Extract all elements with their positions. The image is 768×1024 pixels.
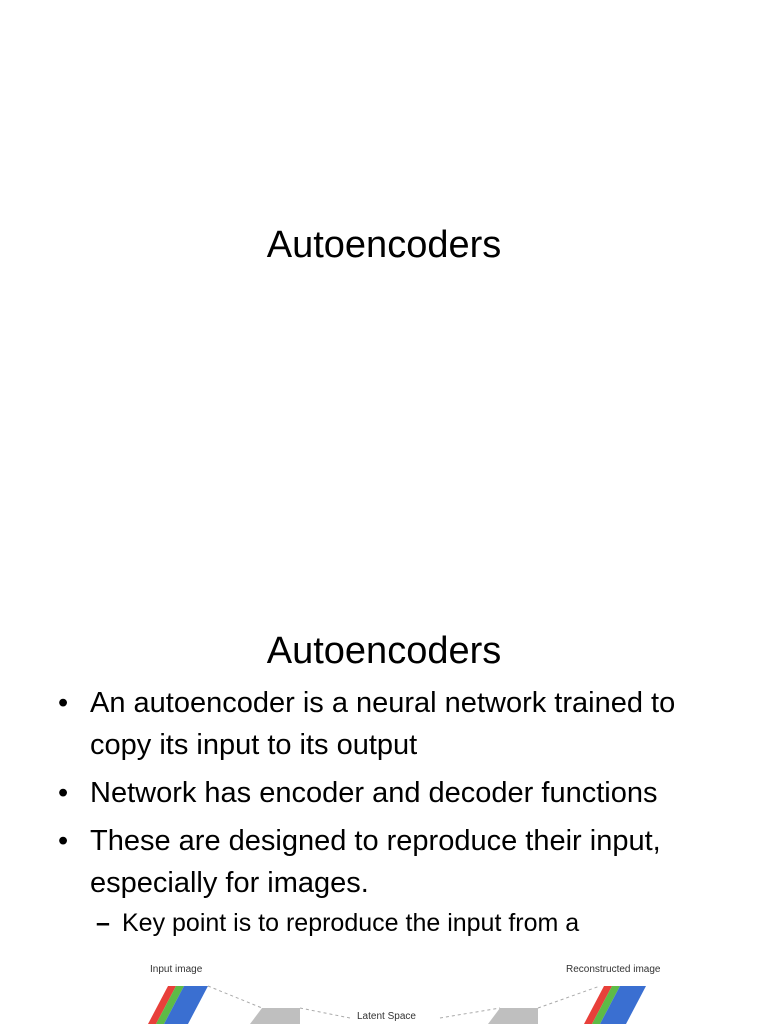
bullet-item [58, 682, 738, 766]
bullet-item [58, 820, 738, 904]
autoencoder-figure [0, 956, 768, 1024]
bullet-item [58, 772, 738, 814]
sub-bullet-text: Key point is to reproduce the input from a [122, 909, 580, 937]
bullet-text: These are designed to reproduce their input, especially for images. [90, 825, 661, 899]
bullet-text: An autoencoder is a neural network trained to copy its input to its output [90, 687, 676, 761]
bullet-icon: • [58, 777, 69, 809]
reconstructed-image-label: Reconstructed image [566, 964, 661, 975]
latent-space-label: Latent Space [357, 1011, 416, 1022]
bullet-list [58, 682, 738, 910]
bullet-icon: • [58, 687, 69, 719]
dashed-connector [208, 986, 262, 1008]
dashed-connector [440, 1008, 500, 1018]
decoder-block [488, 1008, 538, 1024]
bullet-text: Network has encoder and decoder functions [90, 777, 658, 809]
dashed-connector [300, 1008, 350, 1018]
content-slide [0, 576, 768, 1024]
slide-title: Autoencoders [266, 630, 502, 672]
slide-title: Autoencoders [266, 224, 502, 266]
input-image-label: Input image [150, 964, 203, 975]
encoder-block [250, 1008, 300, 1024]
dashed-connector [538, 986, 600, 1008]
bullet-icon: • [58, 825, 69, 857]
dash-icon: – [96, 909, 110, 937]
sub-bullet [96, 907, 736, 939]
autoencoder-diagram [0, 956, 768, 1024]
